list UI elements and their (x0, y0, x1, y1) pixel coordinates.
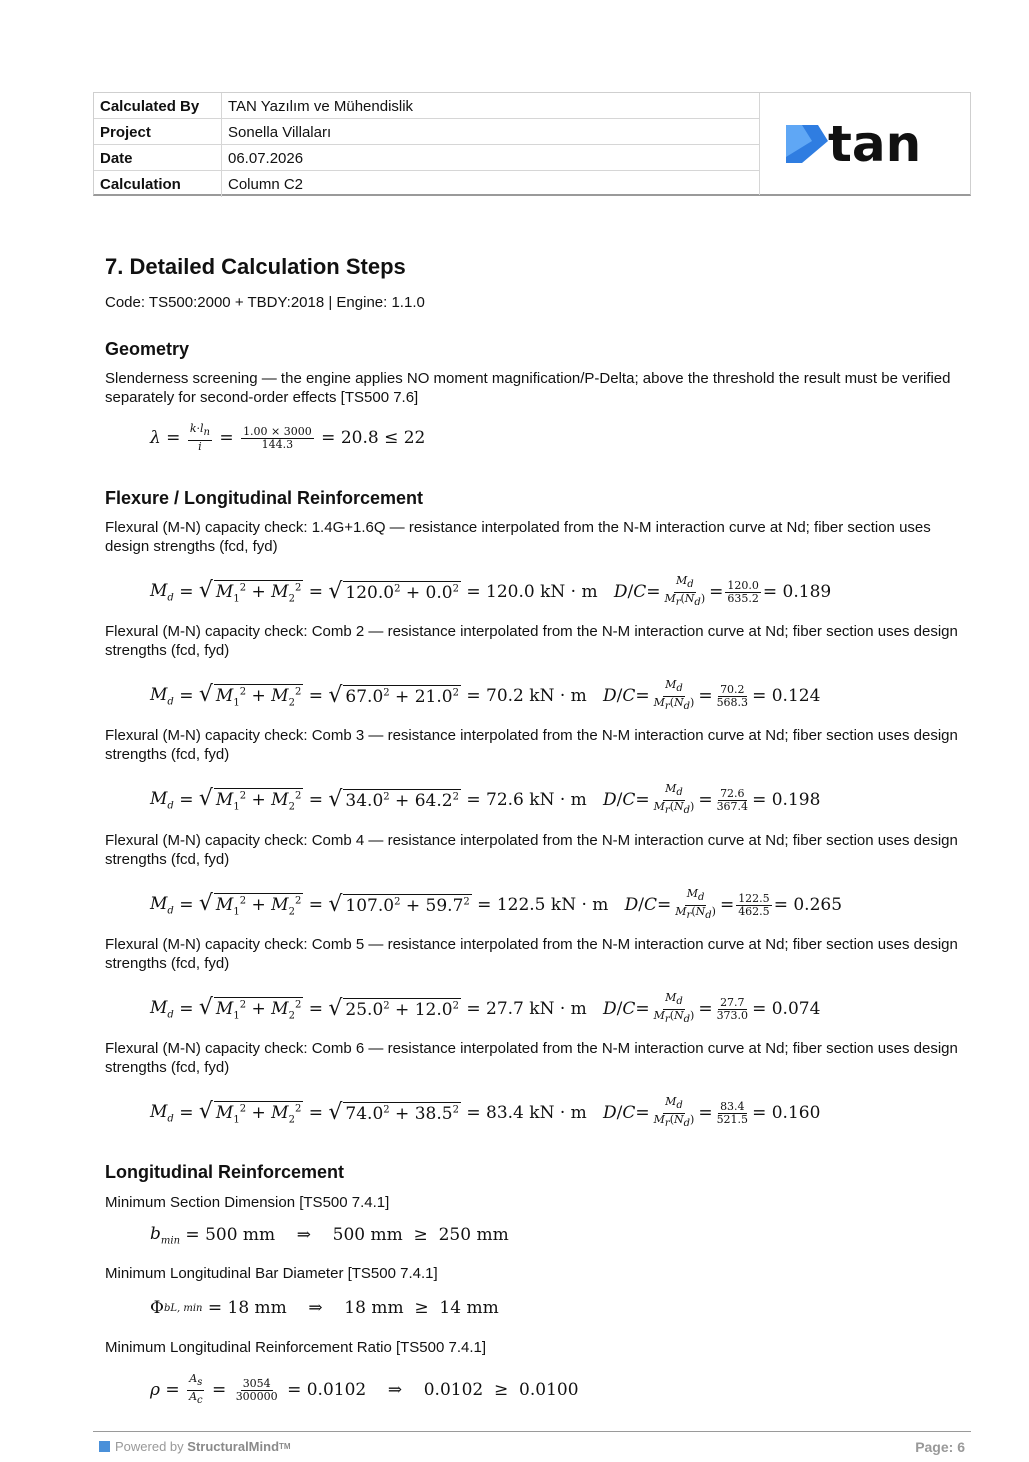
flexure-equation: $M_d$ = √ $M_1^2 + M_2^2$ = √ $25.0^2 + 12.0^2$ = 27.7 kN · m D / C = $\frac{M_d}{M_r(N_d)}$ = $\frac{27.7}{373.0}$ = 0.074 (150, 991, 821, 1025)
page-title: 7. Detailed Calculation Steps (105, 254, 406, 279)
flexure-equation: $M_d$ = √ $M_1^2 + M_2^2$ = √ $74.0^2 + 38.5^2$ = 83.4 kN · m D / C = $\frac{M_d}{M_r(N_d)}$ = $\frac{83.4}{521.5}$ = 0.160 (150, 1095, 821, 1129)
header-key: Calculated By (94, 93, 222, 118)
header-key: Calculation (94, 171, 222, 197)
brand-square-icon (99, 1441, 110, 1452)
min-ratio-equation: ρ = $\frac{A_s}{A_c}$ = $\frac{3054}{300000}$ = 0.0102 ⇒ 0.0102 ≥ 0.0100 (150, 1372, 579, 1406)
tan-logo (784, 121, 949, 167)
header-value: TAN Yazılım ve Mühendislik (228, 98, 414, 115)
geometry-desc: Slenderness screening — the engine applies NO moment magnification/P-Delta; above the threshold the result must be verified separately for second-order effects [TS500 7.6] (105, 370, 951, 406)
header-row-project (94, 119, 759, 145)
brand-name: StructuralMind (187, 1439, 280, 1454)
footer-divider (93, 1431, 971, 1432)
header-key: Project (94, 119, 222, 144)
logo-cell (759, 93, 972, 195)
flexure-desc: Flexural (M-N) capacity check: 1.4G+1.6Q — resistance interpolated from the N-M interaction curve at Nd; fiber section uses design strengths (fcd, fyd) (105, 519, 931, 555)
svg-text:tan: tan (828, 121, 922, 167)
header-key: Date (94, 145, 222, 170)
header-value: Column C2 (228, 176, 304, 193)
longitudinal-desc: Minimum Section Dimension [TS500 7.4.1] (105, 1194, 390, 1211)
header-table (93, 92, 971, 196)
flexure-desc: Flexural (M-N) capacity check: Comb 6 — resistance interpolated from the N-M interaction curve at Nd; fiber section uses design strengths (fcd, fyd) (105, 1040, 958, 1076)
header-value: Sonella Villaları (228, 124, 332, 141)
flexure-desc: Flexural (M-N) capacity check: Comb 5 — resistance interpolated from the N-M interaction curve at Nd; fiber section uses design strengths (fcd, fyd) (105, 936, 958, 972)
section-heading-flexure: Flexure / Longitudinal Reinforcement (105, 488, 424, 508)
min-section-equation: $b_{min}$ = 500 mm ⇒ 500 mm ≥ 250 mm (150, 1223, 509, 1247)
slenderness-equation: λ = $\frac{k\cdot l_n}{i}$ = $\frac{1.00 \times 3000}{144.3}$ = 20.8 ≤ 22 (150, 422, 426, 453)
footer-powered-by: Powered by StructuralMind TM (99, 1439, 291, 1454)
longitudinal-desc: Minimum Longitudinal Reinforcement Ratio [TS500 7.4.1] (105, 1339, 487, 1356)
header-value: 06.07.2026 (228, 150, 304, 167)
flexure-desc: Flexural (M-N) capacity check: Comb 4 — resistance interpolated from the N-M interaction curve at Nd; fiber section uses design strengths (fcd, fyd) (105, 832, 958, 868)
header-row-date (94, 145, 759, 171)
page-number: Page: 6 (915, 1439, 965, 1455)
flexure-desc: Flexural (M-N) capacity check: Comb 2 — resistance interpolated from the N-M interaction curve at Nd; fiber section uses design strengths (fcd, fyd) (105, 623, 958, 659)
code-line: Code: TS500:2000 + TBDY:2018 | Engine: 1.1.0 (105, 294, 425, 311)
flexure-desc: Flexural (M-N) capacity check: Comb 3 — resistance interpolated from the N-M interaction curve at Nd; fiber section uses design strengths (fcd, fyd) (105, 727, 958, 763)
flexure-equation: $M_d$ = √ $M_1^2 + M_2^2$ = √ $107.0^2 + 59.7^2$ = 122.5 kN · m D / C = $\frac{M_d}{M_r(N_d)}$ = $\frac{122.5}{462.5}$ = 0.265 (150, 887, 843, 921)
flexure-equation: $M_d$ = √ $M_1^2 + M_2^2$ = √ $34.0^2 + 64.2^2$ = 72.6 kN · m D / C = $\frac{M_d}{M_r(N_d)}$ = $\frac{72.6}{367.4}$ = 0.198 (150, 782, 821, 816)
flexure-equation: $M_d$ = √ $M_1^2 + M_2^2$ = √ $67.0^2 + 21.0^2$ = 70.2 kN · m D / C = $\frac{M_d}{M_r(N_d)}$ = $\frac{70.2}{568.3}$ = 0.124 (150, 678, 821, 712)
longitudinal-desc: Minimum Longitudinal Bar Diameter [TS500 7.4.1] (105, 1265, 438, 1282)
header-row-calculation (94, 171, 759, 197)
section-heading-geometry: Geometry (105, 339, 190, 359)
flexure-equation: $M_d$ = √ $M_1^2 + M_2^2$ = √ $120.0^2 + 0.0^2$ = 120.0 kN · m D / C = $\frac{M_d}{M_r(N_d)}$ = $\frac{120.0}{635.2}$ = 0.189 (150, 574, 832, 608)
header-row-calculated-by (94, 93, 759, 119)
section-heading-longitudinal: Longitudinal Reinforcement (105, 1162, 345, 1182)
min-bar-diameter-equation: Φ bL, min = 18 mm ⇒ 18 mm ≥ 14 mm (150, 1298, 499, 1318)
